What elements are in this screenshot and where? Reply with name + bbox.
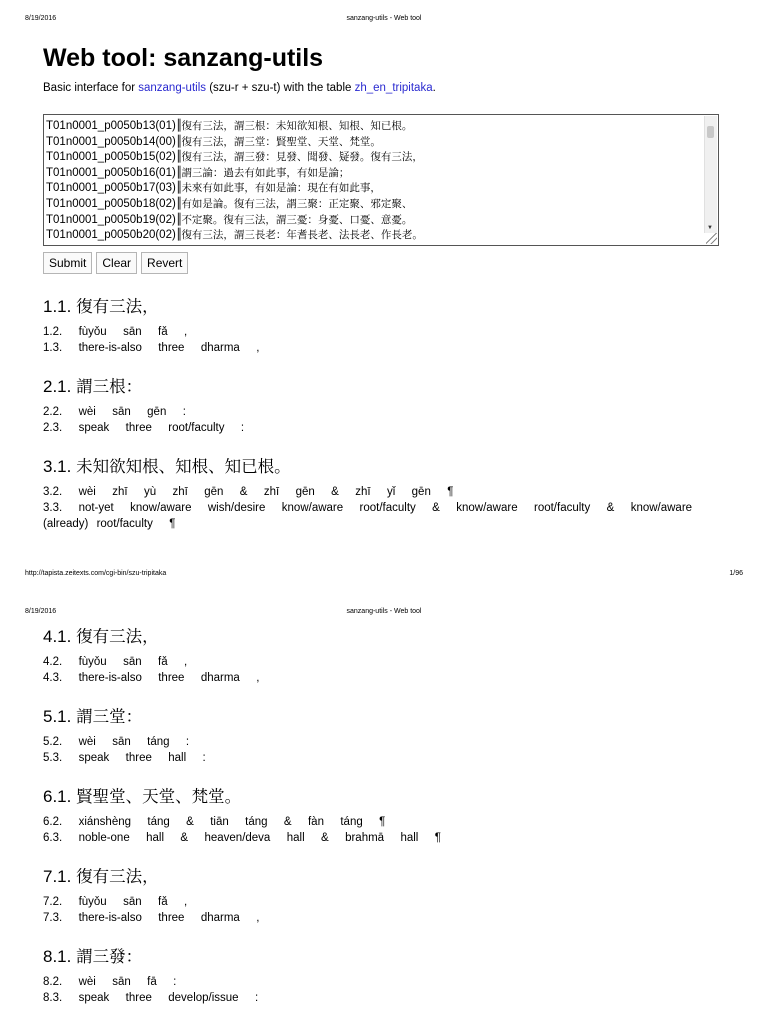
segment-block [43,457,716,532]
print-title-page2: sanzang-utils - Web tool [346,608,422,615]
segment-chinese: 謂三堂： [76,707,143,726]
segment-number: 8.1. [43,947,72,966]
line-text: 不定聚。復有三法，謂三憂：身憂、口憂、意憂。 [181,213,413,226]
textarea-content [46,118,702,243]
button-bar [43,252,716,274]
table-link[interactable]: zh_en_tripitaka [354,82,433,94]
textarea-line [46,180,702,196]
segment-number: 5.1. [43,707,72,726]
revert-button[interactable]: Revert [141,252,188,274]
segment-block [43,867,716,926]
line-id: T01n0001_p0050b14(00) [46,135,176,148]
segment-heading [43,377,716,397]
segment-number: 7.1. [43,867,72,886]
line-separator: ║ [175,134,182,148]
segment-pinyin: 2.2. wèi sān gēn : [43,406,186,418]
line-id: T01n0001_p0050b17(03) [46,182,176,195]
line-separator: ║ [175,228,182,242]
segment-translation: 4.3. there-is-also three dharma , [43,672,260,684]
segment-block [43,627,716,686]
segment-heading [43,707,716,727]
segment-heading [43,787,716,807]
textarea-line [46,196,702,212]
segment-heading [43,947,716,967]
sanzang-utils-link[interactable]: sanzang-utils [138,82,206,94]
line-text: 復有三法，謂三堂：賢聖堂、天堂、梵堂。 [181,135,381,148]
segment-number: 6.1. [43,787,72,806]
line-separator: ║ [175,196,182,210]
textarea-line [46,134,702,150]
print-page-number: 1/96 [729,570,743,577]
submit-button[interactable]: Submit [43,252,92,274]
page-title: Web tool: sanzang-utils [43,44,324,72]
segment-number: 1.1. [43,297,72,316]
segment-heading [43,297,716,317]
intro-middle: (szu-r + szu-t) with the table [206,82,355,94]
line-id: T01n0001_p0050b20(02) [46,229,176,242]
line-separator: ║ [175,165,182,179]
print-date-page2: 8/19/2016 [25,608,57,615]
main-content [43,43,716,274]
segment-number: 3.1. [43,457,72,476]
segment-number: 4.1. [43,627,72,646]
segment-chinese: 謂三根： [76,377,143,396]
segment-chinese: 未知欲知根、知根、知已根。 [76,457,291,476]
segment-translation: 5.3. speak three hall : [43,752,206,764]
segment-heading [43,457,716,477]
segment-pinyin: 6.2. xiánshèng táng & tiān táng & fàn táng ¶ [43,816,386,828]
scrollbar-thumb[interactable] [707,126,714,138]
segment-chinese: 復有三法， [76,297,159,316]
line-text: 未來有如此事，有如是論：現在有如此事， [181,182,381,195]
input-textarea[interactable] [43,114,719,246]
segment-translation: 3.3. not-yet know/aware wish/desire know/aware root/faculty & know/aware root/faculty & know/aware (already) root/faculty ¶ [43,502,709,530]
textarea-scrollbar[interactable] [704,116,717,233]
textarea-line [46,212,702,228]
clear-button[interactable]: Clear [96,252,137,274]
line-text: 謂三論：過去有如此事，有如是論； [181,166,350,179]
segment-chinese: 賢聖堂、天堂、梵堂。 [76,787,242,806]
textarea-line [46,118,702,134]
resize-grip-icon[interactable] [706,233,717,244]
line-id: T01n0001_p0050b19(02) [46,213,176,226]
segment-chinese: 復有三法， [76,627,159,646]
print-date: 8/19/2016 [25,15,57,22]
line-text: 復有三法，謂三根：未知欲知根、知根、知已根。 [181,120,413,132]
line-separator: ║ [175,119,182,132]
line-text: 復有三法，謂三發：見發、聞發、疑發。復有三法， [181,151,423,164]
segment-translation: 6.3. noble-one hall & heaven/deva hall & brahmā hall ¶ [43,832,441,844]
segment-translation: 1.3. there-is-also three dharma , [43,342,260,354]
segment-chinese: 復有三法， [76,867,159,886]
line-id: T01n0001_p0050b18(02) [46,197,176,210]
line-id: T01n0001_p0050b13(01) [46,120,176,132]
intro-text [43,81,716,95]
segment-translation: 2.3. speak three root/faculty : [43,422,245,434]
line-text: 有如是論。復有三法，謂三聚：正定聚、邪定聚、 [181,197,413,210]
segment-pinyin: 5.2. wèi sān táng : [43,736,190,748]
segment-block [43,707,716,766]
segment-translation: 7.3. there-is-also three dharma , [43,912,260,924]
intro-prefix: Basic interface for [43,82,139,94]
textarea-line [46,165,702,181]
segment-number: 2.1. [43,377,72,396]
segment-block [43,297,716,356]
segment-pinyin: 4.2. fùyǒu sān fǎ , [43,656,188,668]
line-text: 復有三法，謂三長老：年耆長老、法長老、作長老。 [181,229,423,242]
print-url: http://tapista.zeitexts.com/cgi-bin/szu-tripitaka [25,570,167,577]
line-separator: ║ [175,212,182,226]
segment-block [43,787,716,846]
segment-pinyin: 3.2. wèi zhī yù zhī gēn & zhī gēn & zhī yǐ gēn ¶ [43,486,454,498]
line-id: T01n0001_p0050b15(02) [46,151,176,164]
segment-heading [43,627,716,647]
line-id: T01n0001_p0050b16(01) [46,166,176,179]
print-title: sanzang-utils - Web tool [346,15,422,22]
intro-suffix: . [432,82,436,94]
textarea-line [46,149,702,165]
segment-block [43,377,716,436]
segment-heading [43,867,716,887]
line-separator: ║ [175,181,182,195]
segment-pinyin: 8.2. wèi sān fā : [43,976,177,988]
scroll-down-arrow-icon[interactable]: ▼ [707,225,713,231]
line-separator: ║ [175,150,182,164]
segment-chinese: 謂三發： [76,947,143,966]
segment-pinyin: 1.2. fùyǒu sān fǎ , [43,326,188,338]
segment-pinyin: 7.2. fùyǒu sān fǎ , [43,896,188,908]
segment-block [43,947,716,1006]
segment-translation: 8.3. speak three develop/issue : [43,992,259,1004]
textarea-line [46,227,702,243]
